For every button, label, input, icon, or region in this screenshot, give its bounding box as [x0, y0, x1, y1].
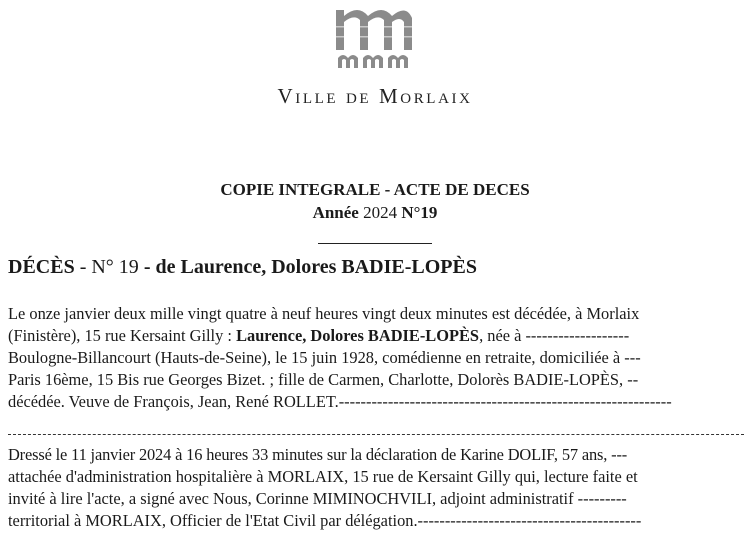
- text-segment: (Finistère), 15 rue Kersaint Gilly :: [8, 326, 237, 345]
- year-label: Année: [312, 203, 359, 222]
- deceased-name: Laurence, Dolores BADIE-LOPÈS: [236, 326, 480, 345]
- act-number: N°19: [401, 203, 438, 222]
- text-line: décédée. Veuve de François, Jean, René ROLLET.-------------------------------------------------------------: [8, 392, 672, 411]
- text-line: Dressé le 11 janvier 2024 à 16 heures 33 minutes sur la déclaration de Karine DOLIF, 57 ans, ---: [8, 445, 628, 464]
- title-underline: [318, 243, 432, 244]
- text-line: Le onze janvier deux mille vingt quatre à neuf heures vingt deux minutes est décédée, à Morlaix: [8, 304, 640, 323]
- act-paragraph-death: [8, 303, 746, 413]
- text-line: invité à lire l'acte, a signé avec Nous, Corinne MIMINOCHVILI, adjoint administratif ---------: [8, 489, 627, 508]
- deces-prefix: DÉCÈS: [8, 256, 75, 278]
- act-paragraph-declaration: [8, 444, 746, 532]
- text-line: territorial à MORLAIX, Officier de l'Etat Civil par délégation.-----------------------------------------: [8, 511, 642, 530]
- text-segment: , née à -------------------: [479, 326, 630, 345]
- text-line: Paris 16ème, 15 Bis rue Georges Bizet. ; fille de Carmen, Charlotte, Dolorès BADIE-LOPÈS, --: [8, 370, 639, 389]
- text-line: attachée d'administration hospitalière à MORLAIX, 15 rue de Kersaint Gilly qui, lecture faite et: [8, 467, 638, 486]
- deceased-name-heading: - de Laurence, Dolores BADIE-LOPÈS: [143, 256, 477, 278]
- document-year-line: [0, 203, 750, 223]
- deces-number: - N° 19: [74, 256, 144, 278]
- dashed-separator: [8, 434, 744, 435]
- text-line: [8, 325, 746, 347]
- morlaix-logo: [334, 4, 414, 70]
- document-title: COPIE INTEGRALE - ACTE DE DECES: [220, 180, 530, 199]
- year-value: 2024: [363, 203, 398, 222]
- deces-heading: [8, 256, 477, 279]
- text-line: Boulogne-Billancourt (Hauts-de-Seine), le 15 juin 1928, comédienne en retraite, domiciliée à ---: [8, 348, 641, 367]
- city-name: Ville de Morlaix: [277, 84, 473, 108]
